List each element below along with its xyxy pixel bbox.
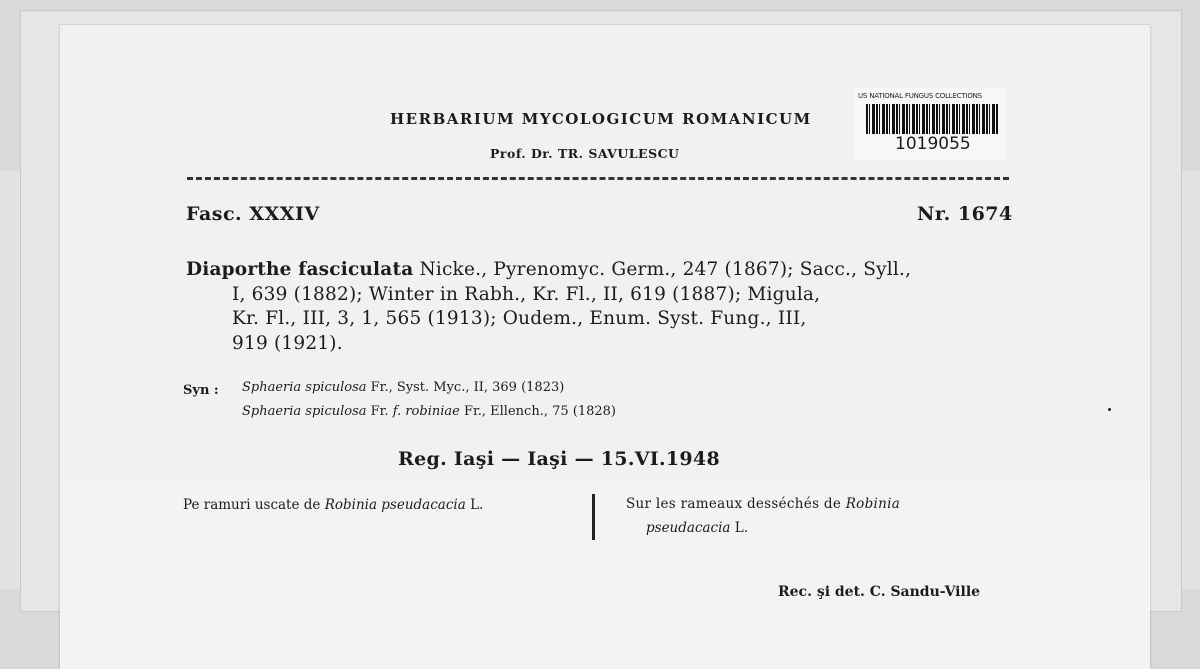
collector-line: Rec. şi det. C. Sandu-Ville xyxy=(778,584,981,600)
editor-line: Prof. Dr. TR. SAVULESCU xyxy=(490,146,680,161)
substrate-ro-suffix: L. xyxy=(465,497,484,513)
institution-title: HERBARIUM MYCOLOGICUM ROMANICUM xyxy=(390,110,812,128)
barcode-icon xyxy=(866,104,998,134)
fascicle-number: Fasc. XXXIV xyxy=(186,203,320,225)
barcode-number: 1019055 xyxy=(895,134,971,154)
synonym-label: Syn : xyxy=(183,383,219,398)
citation-line-2: I, 639 (1882); Winter in Rabh., Kr. Fl., II, 619 (1887); Migula, xyxy=(232,283,821,305)
synonym-2-ref: Fr., Ellench., 75 (1828) xyxy=(459,404,616,419)
synonym-2 xyxy=(242,404,616,419)
synonym-2-form: f. robiniae xyxy=(392,404,460,419)
substrate-romanian xyxy=(183,497,483,513)
synonym-2-name: Sphaeria spiculosa xyxy=(242,404,367,419)
substrate-ro-prefix: Pe ramuri uscate de xyxy=(183,497,325,513)
substrate-french-line-2 xyxy=(646,520,748,536)
specimen-number: Nr. 1674 xyxy=(917,203,1013,225)
synonym-1-name: Sphaeria spiculosa xyxy=(242,380,367,395)
ink-speck xyxy=(1108,408,1111,411)
substrate-fr-host-a: Robinia xyxy=(845,496,901,512)
species-citation xyxy=(186,258,1011,356)
vertical-separator xyxy=(592,494,595,540)
species-name: Diaporthe fasciculata xyxy=(186,259,414,280)
substrate-fr-host-b: pseudacacia xyxy=(646,520,731,536)
synonym-2-mid: Fr. xyxy=(366,404,393,419)
substrate-french-line-1 xyxy=(626,496,900,512)
citation-line-1 xyxy=(186,258,1011,283)
substrate-fr-suffix: L. xyxy=(730,520,749,536)
synonym-1 xyxy=(242,380,564,395)
substrate-fr-prefix: Sur les rameaux desséchés de xyxy=(626,496,846,512)
dashed-divider xyxy=(187,177,1009,180)
citation-line-3: Kr. Fl., III, 3, 1, 565 (1913); Oudem., Enum. Syst. Fung., III, xyxy=(232,308,807,329)
synonym-1-ref: Fr., Syst. Myc., II, 369 (1823) xyxy=(366,380,565,395)
locality-date: Reg. Iaşi — Iaşi — 15.VI.1948 xyxy=(398,448,720,470)
citation-text-1: Nicke., Pyrenomyc. Germ., 247 (1867); Sacc., Syll., xyxy=(413,259,912,280)
barcode-caption: US NATIONAL FUNGUS COLLECTIONS xyxy=(858,92,982,100)
substrate-ro-host: Robinia pseudacacia xyxy=(324,497,466,513)
citation-line-4: 919 (1921). xyxy=(232,332,343,354)
